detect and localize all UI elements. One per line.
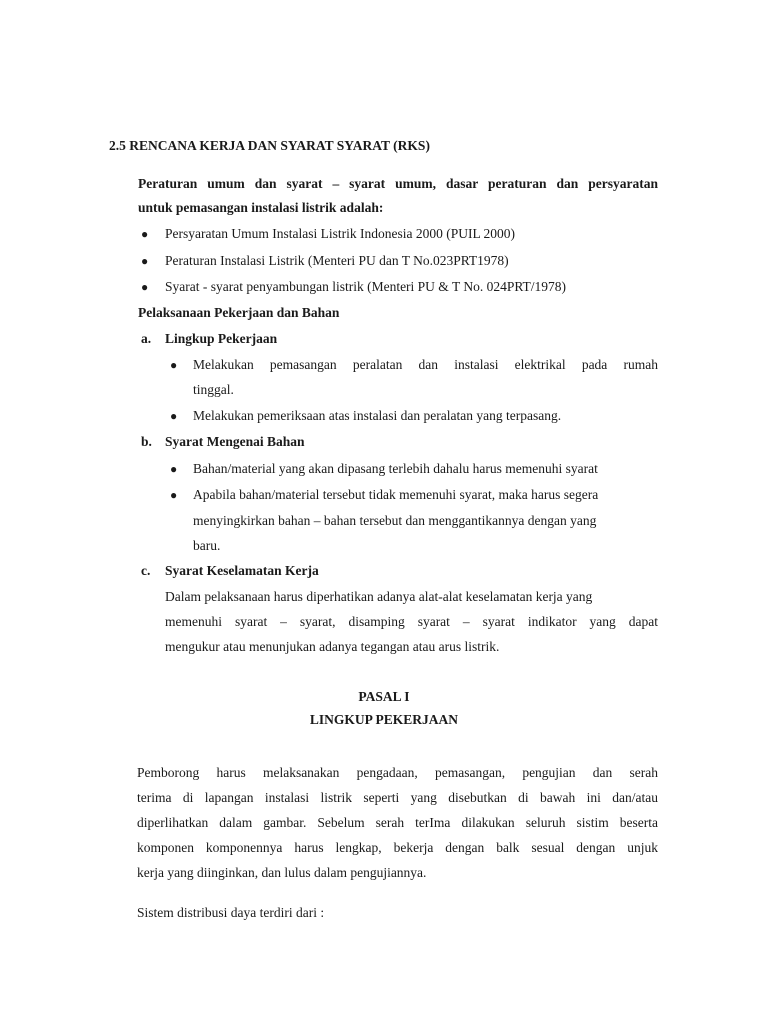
pasal-paragraph-line-4: komponen komponennya harus lengkap, bekerja dengan balk sesual dengan unjuk: [137, 840, 658, 855]
subsection-b-title: Syarat Mengenai Bahan: [165, 434, 305, 449]
scope-item-1-line-2: tinggal.: [193, 382, 234, 397]
execution-heading: Pelaksanaan Pekerjaan dan Bahan: [138, 305, 340, 320]
regulation-item: Persyaratan Umum Instalasi Listrik Indonesia 2000 (PUIL 2000): [165, 226, 516, 241]
pasal-paragraph-line-2: terima di lapangan instalasi listrik seperti yang disebutkan di bawah ini dan/atau: [137, 790, 658, 805]
distribution-line: Sistem distribusi daya terdiri dari :: [137, 905, 325, 920]
material-item-2-line-1: Apabila bahan/material tersebut tidak memenuhi syarat, maka harus segera: [193, 487, 599, 502]
pasal-paragraph-line-5: kerja yang diinginkan, dan lulus dalam pengujiannya.: [137, 865, 427, 880]
safety-line-1: Dalam pelaksanaan harus diperhatikan adanya alat-alat keselamatan kerja yang: [165, 589, 593, 604]
subsection-a-title: Lingkup Pekerjaan: [165, 331, 278, 346]
subsection-c-marker: c.: [141, 563, 151, 578]
safety-line-3: mengukur atau menunjukan adanya tegangan atau arus listrik.: [165, 639, 500, 654]
material-item-1: Bahan/material yang akan dipasang terlebih dahalu harus memenuhi syarat: [193, 461, 598, 476]
subsection-b-marker: b.: [141, 434, 152, 449]
regulation-item: Syarat - syarat penyambungan listrik (Menteri PU & T No. 024PRT/1978): [165, 279, 567, 294]
material-item-2-line-2: menyingkirkan bahan – bahan tersebut dan menggantikannya dengan yang: [193, 513, 597, 528]
regulation-item: Peraturan Instalasi Listrik (Menteri PU dan T No.023PRT1978): [165, 253, 509, 268]
bullet-icon: ●: [141, 254, 149, 268]
bullet-icon: ●: [170, 488, 178, 502]
subsection-c-title: Syarat Keselamatan Kerja: [165, 563, 319, 578]
pasal-paragraph-line-3: diperlihatkan dalam gambar. Sebelum serah terIma dilakukan seluruh sistim beserta: [137, 815, 658, 830]
scope-item-2: Melakukan pemeriksaan atas instalasi dan peralatan yang terpasang.: [193, 408, 562, 423]
bullet-icon: ●: [170, 358, 178, 372]
bullet-icon: ●: [141, 280, 149, 294]
pasal-title: PASAL I: [358, 689, 410, 704]
pasal-subtitle: LINGKUP PEKERJAAN: [309, 712, 459, 727]
bullet-icon: ●: [141, 227, 149, 241]
material-item-2-line-3: baru.: [193, 538, 221, 553]
scope-item-1-line-1: Melakukan pemasangan peralatan dan instalasi elektrikal pada rumah: [193, 357, 658, 372]
subsection-a-marker: a.: [141, 331, 152, 346]
intro-line-1: Peraturan umum dan syarat – syarat umum, dasar peraturan dan persyaratan: [138, 176, 658, 191]
bullet-icon: ●: [170, 409, 178, 423]
section-heading: 2.5 RENCANA KERJA DAN SYARAT SYARAT (RKS): [109, 138, 430, 153]
pasal-paragraph-line-1: Pemborong harus melaksanakan pengadaan, pemasangan, pengujian dan serah: [137, 765, 658, 780]
bullet-icon: ●: [170, 462, 178, 476]
intro-line-2: untuk pemasangan instalasi listrik adalah:: [138, 200, 384, 215]
safety-line-2: memenuhi syarat – syarat, disamping syarat – syarat indikator yang dapat: [165, 614, 658, 629]
